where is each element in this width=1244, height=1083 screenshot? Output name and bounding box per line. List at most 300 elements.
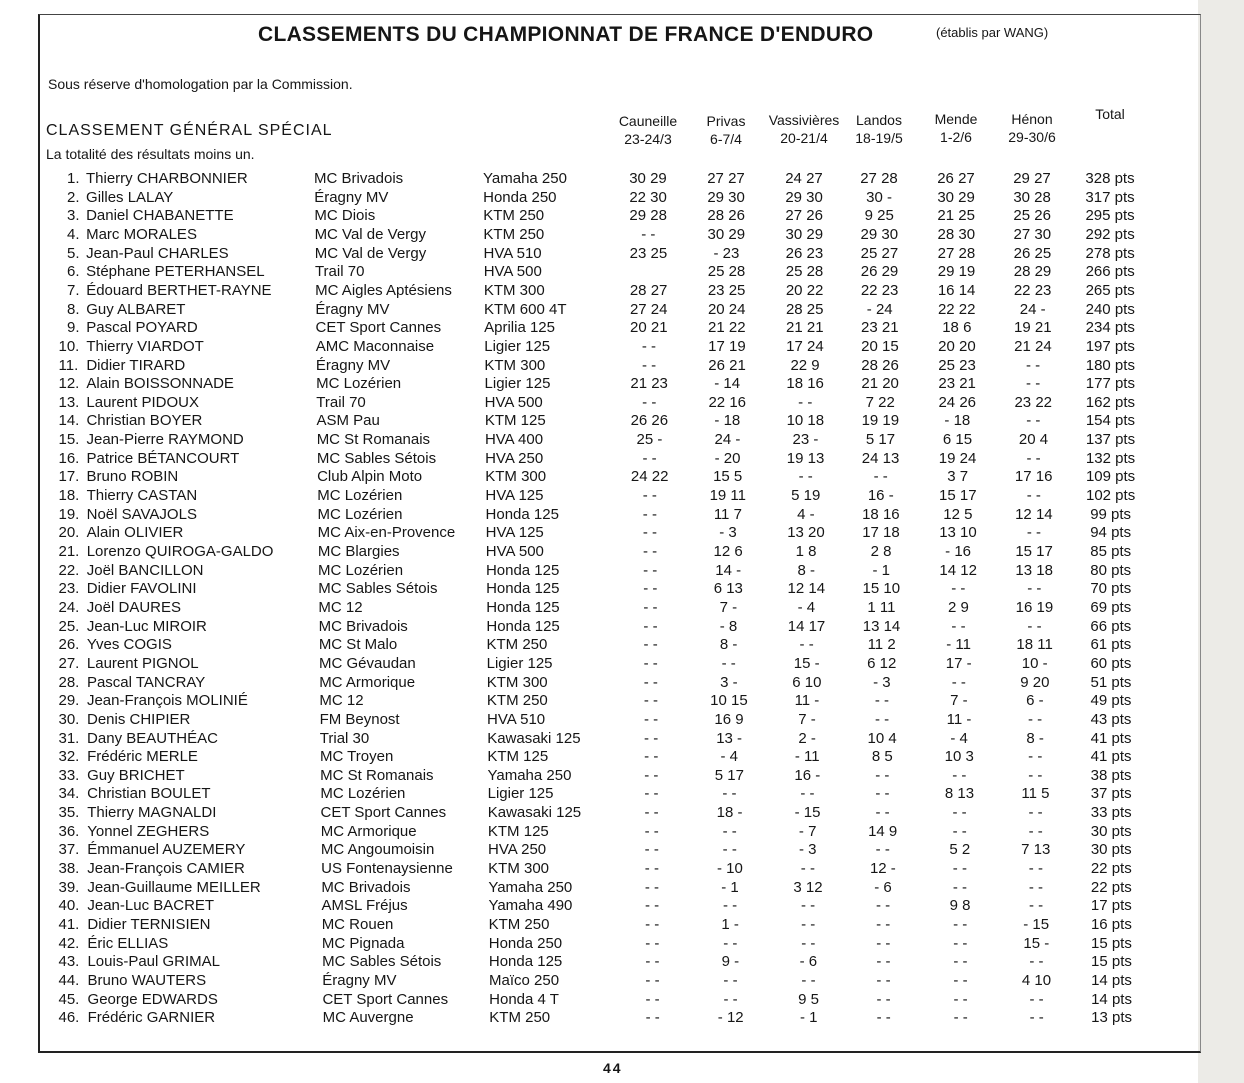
result-cell: 27 30 xyxy=(1013,225,1052,243)
result-cell: - - xyxy=(874,692,890,710)
rider-name-cell: Didier FAVOLINI xyxy=(86,580,197,598)
result-cell: - - xyxy=(643,561,658,579)
result-cell: 25 28 xyxy=(707,263,746,281)
result-cell: 20 15 xyxy=(861,337,899,355)
result-cell: 29 19 xyxy=(937,263,976,281)
result-cell: - 8 xyxy=(719,617,738,635)
result-cell: - 18 xyxy=(714,412,741,430)
club-cell: MC Lozérien xyxy=(317,487,403,505)
result-cell: 9 25 xyxy=(864,207,894,225)
bike-cell: HVA 500 xyxy=(483,263,542,281)
result-cell: 27 27 xyxy=(707,170,745,187)
result-cell: 21 20 xyxy=(861,375,899,393)
result-cell: 23 25 xyxy=(629,244,668,262)
result-cell: 28 30 xyxy=(937,225,976,243)
result-cell: 21 21 xyxy=(786,319,824,337)
rider-name-cell: Gilles LALAY xyxy=(86,188,174,206)
rider-name-cell: Christian BOYER xyxy=(86,412,203,430)
result-cell: 5 17 xyxy=(865,431,896,449)
result-cell: - - xyxy=(1027,710,1043,728)
result-cell: - - xyxy=(645,916,660,933)
bike-cell: KTM 250 xyxy=(483,225,545,243)
table-row xyxy=(0,170,1244,188)
table-row xyxy=(0,879,1244,897)
column-header-dates: 1-2/6 xyxy=(940,129,972,145)
result-cell: 11 5 xyxy=(1021,785,1050,803)
result-cell: 29 30 xyxy=(785,188,823,206)
result-cell: - - xyxy=(1027,617,1042,635)
total-cell: 278 pts xyxy=(1085,244,1135,262)
rank-cell: 3. xyxy=(67,207,80,225)
result-cell: - 4 xyxy=(720,748,738,766)
table-row xyxy=(0,935,1244,953)
rank-cell: 34. xyxy=(58,785,80,803)
result-cell: 3 - xyxy=(720,673,738,691)
result-cell: - - xyxy=(952,878,968,896)
club-cell: MC Lozérien xyxy=(317,505,403,523)
result-cell: - - xyxy=(800,860,815,878)
result-cell: 3 7 xyxy=(947,468,969,486)
table-row xyxy=(0,823,1244,841)
rank-cell: 15. xyxy=(58,431,80,449)
result-cell: - - xyxy=(645,953,660,971)
result-cell: 12 14 xyxy=(787,580,826,598)
total-cell: 240 pts xyxy=(1085,300,1135,318)
result-cell: - 1 xyxy=(721,878,739,896)
result-cell: - - xyxy=(643,598,658,616)
club-cell: MC St Romanais xyxy=(320,766,434,784)
bike-cell: Kawasaki 125 xyxy=(487,729,581,747)
result-cell: - - xyxy=(642,505,657,523)
bike-cell: KTM 600 4T xyxy=(483,300,567,318)
result-cell: - - xyxy=(723,934,738,952)
bike-cell: Honda 125 xyxy=(485,505,559,523)
result-cell: - 11 xyxy=(794,748,820,766)
rider-name-cell: Jean-François MOLINIÉ xyxy=(86,692,248,710)
result-cell: 30 29 xyxy=(629,170,667,187)
result-cell: - 18 xyxy=(944,412,971,430)
result-cell: 26 25 xyxy=(1013,244,1052,262)
result-cell: 29 28 xyxy=(629,207,667,225)
result-cell: - - xyxy=(643,654,658,672)
table-row xyxy=(0,282,1244,300)
rider-name-cell: Louis-Paul GRIMAL xyxy=(87,953,221,971)
table-row xyxy=(0,487,1244,505)
table-row xyxy=(0,860,1244,878)
result-cell: 13 - xyxy=(716,729,743,747)
total-cell: 61 pts xyxy=(1090,636,1132,654)
result-cell: 26 27 xyxy=(937,170,975,187)
rank-cell: 17. xyxy=(58,468,80,486)
result-cell: - - xyxy=(645,971,660,989)
club-cell: MC Armorique xyxy=(320,822,417,840)
result-cell: 28 25 xyxy=(785,300,824,318)
rider-name-cell: Didier TIRARD xyxy=(86,356,186,374)
rank-cell: 8. xyxy=(67,300,80,318)
result-cell: 7 - xyxy=(719,598,738,616)
rider-name-cell: Édouard BERTHET-RAYNE xyxy=(86,281,272,299)
result-cell: - - xyxy=(951,580,966,598)
result-cell: 12 6 xyxy=(713,543,743,560)
bike-cell: KTM 300 xyxy=(488,860,550,878)
result-cell: 21 24 xyxy=(1014,337,1052,355)
result-cell: - 11 xyxy=(946,636,971,654)
rank-cell: 20. xyxy=(58,524,80,542)
total-cell: 234 pts xyxy=(1085,319,1135,337)
page-subtitle: (établis par WANG) xyxy=(936,25,1049,40)
club-cell: MC Gévaudan xyxy=(319,654,416,672)
result-cell: - - xyxy=(876,934,891,952)
result-cell: 17 - xyxy=(945,654,972,672)
rank-cell: 45. xyxy=(58,990,80,1008)
result-cell: 17 24 xyxy=(786,337,824,355)
result-cell: 6 15 xyxy=(942,431,973,449)
bike-cell: KTM 250 xyxy=(486,636,548,654)
result-cell: 17 16 xyxy=(1014,468,1053,486)
rank-cell: 28. xyxy=(58,673,80,691)
bike-cell: KTM 125 xyxy=(487,822,549,840)
result-cell: 6 12 xyxy=(867,654,897,672)
result-cell: 7 - xyxy=(798,710,816,728)
column-header-dates: 6-7/4 xyxy=(710,130,742,147)
result-cell: 9 - xyxy=(721,953,740,971)
column-header xyxy=(769,111,840,147)
result-cell: - - xyxy=(643,580,658,598)
column-header xyxy=(619,112,677,148)
club-cell: MC Troyen xyxy=(319,748,394,766)
total-cell: 33 pts xyxy=(1090,804,1132,822)
column-header-dates: 23-24/3 xyxy=(624,131,672,147)
club-cell: MC Pignada xyxy=(321,934,405,952)
result-cell: 9 8 xyxy=(949,897,971,915)
result-cell: 30 - xyxy=(866,188,893,206)
result-cell: 1 - xyxy=(721,916,739,933)
rider-name-cell: Bruno WAUTERS xyxy=(87,971,207,989)
result-cell: 16 19 xyxy=(1015,598,1054,616)
result-cell: - 4 xyxy=(797,598,816,616)
rider-name-cell: Jean-Pierre RAYMOND xyxy=(86,431,244,449)
rank-cell: 6. xyxy=(67,263,80,281)
result-cell: 28 26 xyxy=(861,356,899,374)
result-cell: 6 - xyxy=(1026,692,1044,710)
result-cell: - - xyxy=(723,990,738,1008)
result-cell: - - xyxy=(1029,1009,1044,1027)
club-cell: MC Blargies xyxy=(317,543,400,560)
result-cell: 15 5 xyxy=(713,468,743,486)
result-cell: 24 13 xyxy=(861,449,900,467)
bike-cell: HVA 510 xyxy=(487,710,546,728)
result-cell: - - xyxy=(643,617,658,635)
rider-name-cell: Yonnel ZEGHERS xyxy=(87,822,210,840)
rider-name-cell: Guy BRICHET xyxy=(87,766,185,784)
result-cell: 19 19 xyxy=(861,412,900,430)
rank-cell: 27. xyxy=(58,654,80,672)
result-cell: - - xyxy=(641,356,657,374)
result-cell: - - xyxy=(643,710,659,728)
rider-name-cell: Thierry CHARBONNIER xyxy=(86,170,248,187)
bike-cell: KTM 300 xyxy=(483,281,545,299)
result-cell: 14 9 xyxy=(868,822,898,840)
rank-cell: 10. xyxy=(58,337,80,355)
bike-cell: KTM 250 xyxy=(486,692,548,710)
result-cell: 26 29 xyxy=(860,263,899,281)
club-cell: Trial 30 xyxy=(319,729,370,747)
result-cell: - - xyxy=(644,766,659,784)
club-cell: MC Brivadois xyxy=(321,878,411,896)
result-cell: - - xyxy=(644,841,659,859)
result-cell: 30 29 xyxy=(707,225,746,243)
result-cell: 5 17 xyxy=(714,766,744,784)
result-cell: 8 13 xyxy=(944,785,975,803)
total-cell: 317 pts xyxy=(1085,188,1135,206)
rider-name-cell: Bruno ROBIN xyxy=(86,468,179,486)
rank-cell: 18. xyxy=(58,487,80,505)
result-cell: 20 22 xyxy=(785,281,824,299)
club-cell: MC Aix-en-Provence xyxy=(317,524,456,542)
table-row xyxy=(0,543,1244,561)
result-cell: - - xyxy=(1026,487,1041,505)
rank-cell: 30. xyxy=(58,710,80,728)
result-cell: - 3 xyxy=(799,841,817,859)
table-row xyxy=(0,730,1244,748)
result-cell: 4 - xyxy=(797,505,815,523)
club-cell: MC Val de Vergy xyxy=(314,225,427,243)
result-cell: - 4 xyxy=(950,729,968,747)
total-cell: 99 pts xyxy=(1090,505,1132,523)
result-cell: 21 23 xyxy=(630,375,668,393)
rank-cell: 23. xyxy=(58,580,80,598)
club-cell: MC Armorique xyxy=(319,673,416,691)
result-cell: 28 29 xyxy=(1013,263,1052,281)
result-cell: 12 5 xyxy=(943,505,973,523)
club-cell: MC St Romanais xyxy=(316,431,431,449)
club-cell: AMC Maconnaise xyxy=(315,337,435,355)
rank-cell: 29. xyxy=(58,692,80,710)
result-cell: - - xyxy=(723,897,738,915)
result-cell: 22 22 xyxy=(937,300,976,318)
result-cell: 23 21 xyxy=(861,319,899,337)
bike-cell: HVA 500 xyxy=(485,543,544,560)
club-cell: MC 12 xyxy=(319,692,364,710)
total-cell: 109 pts xyxy=(1085,468,1136,486)
club-cell: Éragny MV xyxy=(314,188,389,206)
result-cell: 29 30 xyxy=(707,188,745,206)
result-cell: - - xyxy=(799,636,814,654)
result-cell: - - xyxy=(876,1009,891,1027)
club-cell: CET Sport Cannes xyxy=(315,319,442,337)
result-cell: - 16 xyxy=(945,543,972,560)
result-cell: - - xyxy=(645,897,660,915)
bike-cell: HVA 500 xyxy=(484,393,543,411)
bike-cell: KTM 300 xyxy=(486,673,548,691)
result-cell: 15 17 xyxy=(1015,543,1053,560)
club-cell: CET Sport Cannes xyxy=(320,804,447,822)
result-cell: 28 27 xyxy=(629,281,668,299)
total-cell: 14 pts xyxy=(1091,990,1132,1008)
table-row xyxy=(0,897,1244,915)
result-cell: - - xyxy=(953,934,968,952)
rider-name-cell: Guy ALBARET xyxy=(86,300,186,318)
rider-name-cell: Joël BANCILLON xyxy=(86,561,204,579)
table-row xyxy=(0,804,1244,822)
result-cell: 13 18 xyxy=(1015,561,1053,579)
table-row xyxy=(0,767,1244,785)
result-cell: - - xyxy=(952,804,967,822)
table-row xyxy=(0,991,1244,1009)
result-cell: - 24 xyxy=(866,300,893,318)
rider-name-cell: Jean-Luc MIROIR xyxy=(86,617,207,635)
club-cell: MC Sables Sétois xyxy=(316,449,437,467)
result-cell: - 15 xyxy=(794,804,821,822)
total-cell: 66 pts xyxy=(1090,617,1132,635)
rank-cell: 31. xyxy=(58,729,80,747)
result-cell: 1 8 xyxy=(795,543,817,560)
result-cell: - - xyxy=(722,841,737,859)
bike-cell: HVA 400 xyxy=(484,431,544,449)
table-row xyxy=(0,1009,1244,1027)
result-cell: - - xyxy=(953,1009,968,1027)
column-header xyxy=(707,112,746,148)
club-cell: MC Sables Sétois xyxy=(318,580,438,598)
result-cell: - - xyxy=(1028,860,1043,878)
result-cell: - 15 xyxy=(1023,916,1050,933)
result-cell: 15 - xyxy=(1023,934,1050,952)
result-cell: - 1 xyxy=(799,1009,818,1027)
club-cell: ASM Pau xyxy=(316,412,380,430)
rider-name-cell: Noël SAVAJOLS xyxy=(86,505,197,523)
bike-cell: Yamaha 250 xyxy=(488,878,573,896)
result-cell: 30 28 xyxy=(1013,188,1051,206)
column-header-name: Privas xyxy=(706,112,746,129)
table-row xyxy=(0,562,1244,580)
result-cell: - - xyxy=(644,860,659,878)
bike-cell: Aprilia 125 xyxy=(484,319,555,337)
result-cell: 16 14 xyxy=(937,281,976,299)
result-cell: 16 - xyxy=(794,766,821,784)
result-cell: 13 14 xyxy=(862,617,901,635)
column-header xyxy=(935,110,978,146)
result-cell: - - xyxy=(642,393,657,411)
table-row xyxy=(0,189,1244,207)
table-row xyxy=(0,972,1244,990)
club-cell: Éragny MV xyxy=(322,971,397,989)
rider-name-cell: Stéphane PETERHANSEL xyxy=(86,263,265,281)
club-cell: MC St Malo xyxy=(318,636,398,654)
total-cell: 22 pts xyxy=(1090,878,1132,896)
result-cell: 23 - xyxy=(792,431,819,449)
bike-cell: Ligier 125 xyxy=(484,375,551,393)
result-cell: - - xyxy=(1028,822,1043,840)
result-cell: - - xyxy=(952,766,967,784)
rank-cell: 9. xyxy=(67,319,80,337)
total-cell: 85 pts xyxy=(1090,543,1132,560)
result-cell: - - xyxy=(1027,580,1042,598)
result-cell: - - xyxy=(1026,449,1041,467)
bike-cell: KTM 250 xyxy=(488,916,550,933)
rank-cell: 4. xyxy=(67,225,80,243)
rank-cell: 40. xyxy=(58,897,80,915)
club-cell: AMSL Fréjus xyxy=(321,897,408,915)
result-cell: 25 28 xyxy=(785,263,824,281)
result-cell: 25 26 xyxy=(1013,207,1051,225)
result-cell: - 6 xyxy=(799,953,818,971)
result-cell: 11 - xyxy=(946,710,972,728)
table-row xyxy=(0,207,1244,225)
result-cell: - - xyxy=(644,804,659,822)
rider-name-cell: Frédéric MERLE xyxy=(87,748,198,766)
rider-name-cell: Lorenzo QUIROGA-GALDO xyxy=(86,543,274,560)
total-cell: 177 pts xyxy=(1085,375,1135,393)
total-cell: 137 pts xyxy=(1085,431,1136,449)
bike-cell: Yamaha 490 xyxy=(488,897,573,915)
result-cell: - - xyxy=(800,785,815,803)
result-cell: 14 12 xyxy=(939,561,977,579)
result-cell: 15 - xyxy=(793,654,820,672)
result-cell: 18 16 xyxy=(786,375,824,393)
result-cell: - - xyxy=(644,878,660,896)
rank-cell: 37. xyxy=(58,841,80,859)
bike-cell: KTM 300 xyxy=(484,356,546,374)
result-cell: 29 27 xyxy=(1013,170,1051,187)
rank-cell: 24. xyxy=(58,598,80,616)
rank-cell: 36. xyxy=(58,822,80,840)
result-cell: - - xyxy=(1026,412,1041,430)
bike-cell: Honda 125 xyxy=(486,598,560,616)
result-cell: - - xyxy=(875,766,890,784)
rider-name-cell: Jean-Paul CHARLES xyxy=(86,244,229,262)
result-cell: 22 23 xyxy=(860,281,899,299)
result-cell: - - xyxy=(1028,766,1043,784)
rider-name-cell: Pascal TANCRAY xyxy=(86,673,206,691)
result-cell: 24 - xyxy=(1019,300,1046,318)
rider-name-cell: Émmanuel AUZEMERY xyxy=(87,841,246,859)
rider-name-cell: Thierry VIARDOT xyxy=(86,337,204,355)
total-cell: 41 pts xyxy=(1090,748,1132,766)
result-cell: 23 21 xyxy=(938,375,976,393)
total-cell: 43 pts xyxy=(1090,710,1132,728)
result-cell: 26 26 xyxy=(630,412,669,430)
result-cell: 13 20 xyxy=(787,524,825,542)
total-cell: 266 pts xyxy=(1085,263,1135,281)
result-cell: - - xyxy=(643,543,658,560)
result-cell: 10 - xyxy=(1021,654,1048,672)
rank-cell: 42. xyxy=(58,934,80,952)
table-row xyxy=(0,450,1244,468)
table-row xyxy=(0,506,1244,524)
result-cell: - - xyxy=(801,971,816,989)
result-cell: - 3 xyxy=(719,524,737,542)
rank-cell: 14. xyxy=(58,412,80,430)
result-cell: - 10 xyxy=(716,860,743,878)
total-header: Total xyxy=(1095,106,1125,122)
result-cell: 10 3 xyxy=(944,748,974,766)
result-cell: - 20 xyxy=(714,449,741,467)
result-cell: 22 16 xyxy=(708,393,747,411)
rank-cell: 2. xyxy=(67,188,80,206)
result-cell: 1 11 xyxy=(867,598,896,616)
result-cell: 2 - xyxy=(798,729,816,747)
table-row xyxy=(0,748,1244,766)
total-cell: 70 pts xyxy=(1090,580,1132,598)
rider-name-cell: Alain OLIVIER xyxy=(86,524,184,542)
result-cell: 30 29 xyxy=(785,225,824,243)
result-cell: - 1 xyxy=(872,561,890,579)
bike-cell: KTM 125 xyxy=(484,412,546,430)
result-cell: 25 23 xyxy=(938,356,976,374)
result-cell: 26 23 xyxy=(785,244,824,262)
result-cell: - - xyxy=(721,654,736,672)
bike-cell: Maïco 250 xyxy=(489,971,560,989)
